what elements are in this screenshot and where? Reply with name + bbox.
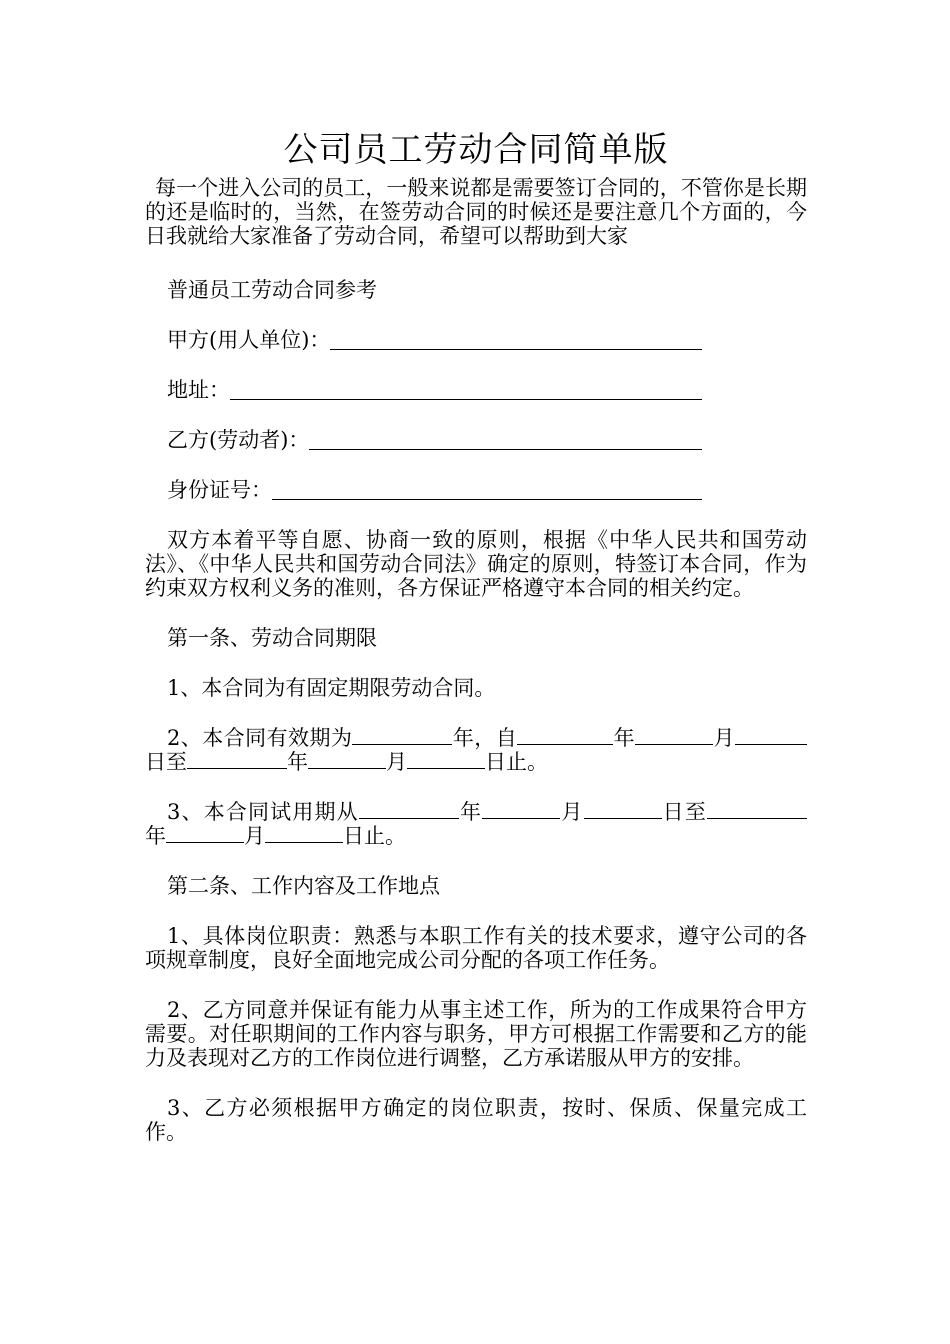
article2-heading: 第二条、工作内容及工作地点 [167,874,440,898]
blank-line [265,824,343,843]
article2-item2: 2、乙方同意并保证有能力从事主述工作，所为的工作成果符合甲方需要。对任职期间的工作内容与职务，甲方可根据工作需要和乙方的能力及表现对乙方的工作岗位进行调整，乙方承诺服从甲方的安排。 [145,998,807,1070]
party-a-field [145,328,702,352]
blank-line [407,750,485,769]
a1i2-text-4: 月 [713,726,736,750]
preamble-paragraph: 双方本着平等自愿、协商一致的原则，根据《中华人民共和国劳动法》、《中华人民共和国劳动合同法》确定的原则，特签订本合同，作为约束双方权利义务的准则，各方保证严格遵守本合同的相关约定。 [145,528,807,600]
id-number-blank [272,481,702,500]
party-a-blank [330,331,702,350]
a1i3-text-2: 年 [458,800,483,824]
blank-line [166,824,244,843]
blank-line [308,750,386,769]
a1i3-text-1: 3、本合同试用期从 [167,800,359,824]
article1-heading: 第一条、劳动合同期限 [167,626,377,650]
a1i3-text-7: 日止。 [343,824,406,848]
a1i3-text-3: 月 [560,800,584,824]
blank-line [352,726,452,745]
a1i3-text-6: 月 [244,824,265,848]
blank-line [482,800,560,819]
subtitle: 普通员工劳动合同参考 [167,278,377,302]
blank-line [359,800,459,819]
article2-item3: 3、乙方必须根据甲方确定的岗位职责，按时、保质、保量完成工作。 [145,1096,807,1144]
a1i3-text-5: 年 [145,824,166,848]
article1-item2 [145,726,807,774]
blank-line [187,750,287,769]
address-label: 地址： [167,378,230,402]
a1i2-text-1: 2、本合同有效期为 [167,726,353,750]
id-number-label: 身份证号： [167,478,272,502]
party-a-label: 甲方(用人单位)： [167,328,331,352]
a1i2-text-8: 日止。 [485,750,548,774]
blank-line [707,800,807,819]
a1i3-text-4: 日至 [661,800,707,824]
address-field [145,378,702,402]
blank-line [635,726,713,745]
party-b-label: 乙方(劳动者)： [167,428,310,452]
document-page [145,126,807,1144]
article1-item3 [145,800,807,848]
a1i2-text-7: 月 [386,750,407,774]
a1i2-text-5: 日至 [145,750,187,774]
blank-line [787,726,807,745]
a1i2-text-6: 年 [287,750,308,774]
party-b-blank [309,431,702,450]
intro-paragraph: 每一个进入公司的员工，一般来说都是需要签订合同的，不管你是长期的还是临时的，当然，在签劳动合同的时候还是要注意几个方面的，今日我就给大家准备了劳动合同，希望可以帮助到大家 [145,176,807,248]
a1i2-text-3: 年 [613,726,636,750]
blank-line [735,726,787,745]
address-blank [230,381,702,400]
article2-item1: 1、具体岗位职责：熟悉与本职工作有关的技术要求，遵守公司的各项规章制度，良好全面地完成公司分配的各项工作任务。 [145,924,807,972]
blank-line [517,726,613,745]
party-b-field [145,428,702,452]
a1i2-text-2: 年，自 [452,726,518,750]
article1-item1: 1、本合同为有固定期限劳动合同。 [167,676,496,700]
document-title: 公司员工劳动合同简单版 [283,130,669,170]
blank-line [584,800,662,819]
id-number-field [145,478,702,502]
